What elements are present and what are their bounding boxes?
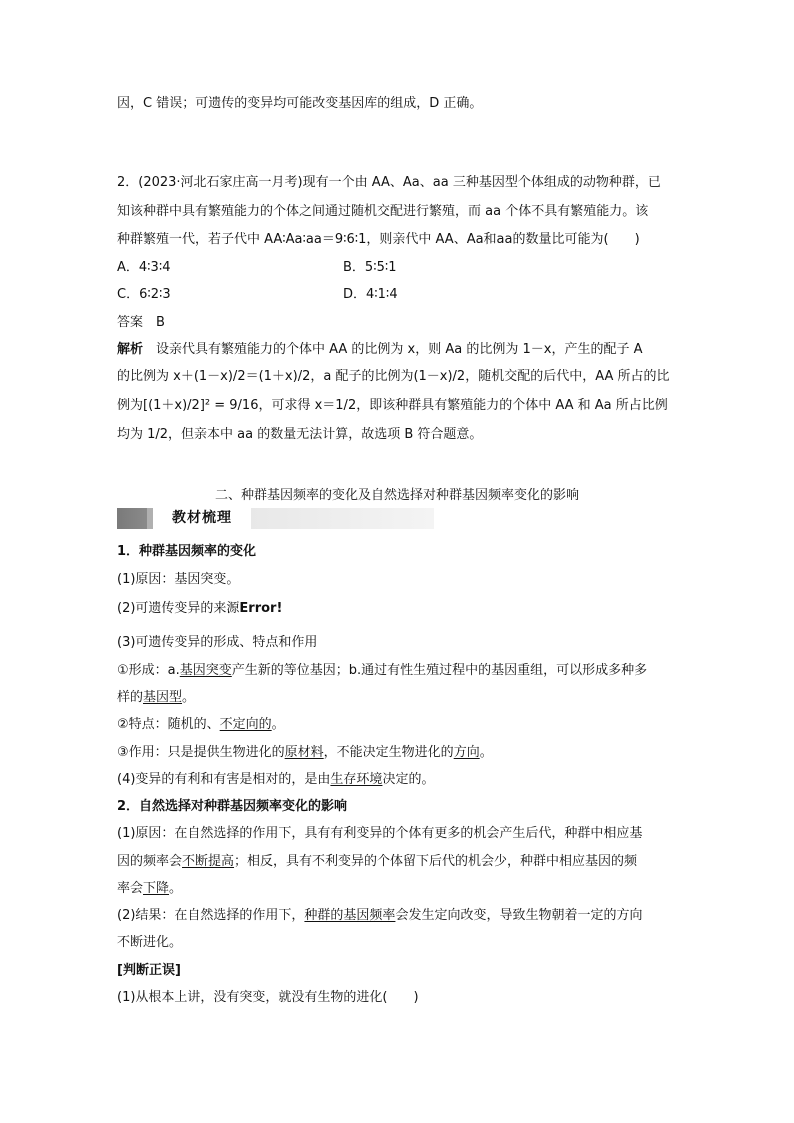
- banner-title: 教材梳理: [153, 508, 251, 529]
- analysis-line-1: [117, 342, 643, 358]
- underlined-term: 种群的基因频率: [304, 908, 396, 923]
- text-segment: 样的: [117, 690, 144, 705]
- previous-answer-line: 因，C 错误；可遗传的变异均可能改变基因库的组成，D 正确。: [117, 96, 483, 111]
- underlined-term: 不定向的: [219, 717, 272, 732]
- point-2-5: 不断进化。: [117, 935, 183, 950]
- question-2-stem-line-1: 2．(2023·河北石家庄高一月考)现有一个由 AA、Aa、aa 三种基因型个体组成的动物种群，已: [117, 175, 661, 190]
- point-2-1: (1)原因：在自然选择的作用下，具有有利变异的个体有更多的机会产生后代，种群中相应基: [117, 826, 643, 841]
- text-segment: 产生新的等位基因；b.通过有性生殖过程中的基因重组，可以形成多种多: [231, 663, 648, 678]
- point-1-2-text: (2)可遗传变异的来源: [117, 601, 240, 616]
- point-1-5: [117, 690, 195, 706]
- underlined-term: 基因突变: [179, 663, 232, 678]
- text-segment: (4)变异的有利和有害是相对的，是由: [117, 772, 331, 787]
- text-segment: 。: [182, 690, 196, 705]
- answer-value: B: [156, 315, 165, 330]
- underlined-term: 方向: [453, 745, 480, 760]
- text-segment: 决定的。: [382, 772, 435, 787]
- option-c: C．6∶2∶3: [117, 287, 171, 302]
- option-a: A．4∶3∶4: [117, 260, 171, 275]
- judge-item-1: (1)从根本上讲，没有突变，就没有生物的进化( ): [117, 990, 419, 1005]
- judge-title: [判断正误]: [117, 963, 181, 978]
- point-1-1: (1)原因：基因突变。: [117, 572, 240, 587]
- section-heading: 二、种群基因频率的变化及自然选择对种群基因频率变化的影响: [214, 488, 579, 503]
- text-segment: ②特点：随机的、: [117, 717, 220, 732]
- analysis-line-3: 例为[(1＋x)/2]² = 9/16，可求得 x＝1/2，即该种群具有繁殖能力的个体中 AA 和 Aa 所占比例: [117, 398, 668, 413]
- text-segment: 。: [169, 881, 183, 896]
- text-segment: 因的频率会: [117, 854, 183, 869]
- text-segment: ；相反，具有不利变异的个体留下后代的机会少，种群中相应基因的频: [234, 854, 638, 869]
- analysis-line-2: 的比例为 x＋(1－x)/2＝(1＋x)/2，a 配子的比例为(1－x)/2，随机交配的后代中，AA 所占的比: [117, 369, 670, 384]
- text-segment: ，不能决定生物进化的: [323, 745, 454, 760]
- underlined-term: 不断提高: [182, 854, 235, 869]
- point-1-8: [117, 772, 434, 788]
- analysis-line-4: 均为 1/2，但亲本中 aa 的数量无法计算，故选项 B 符合题意。: [117, 427, 483, 442]
- text-segment: 率会: [117, 881, 144, 896]
- point-2-2: [117, 854, 637, 870]
- underlined-term: 原材料: [284, 745, 324, 760]
- point-1-3: (3)可遗传变异的形成、特点和作用: [117, 635, 318, 650]
- underlined-term: 下降: [143, 881, 170, 896]
- point-2-3: [117, 881, 182, 897]
- text-segment: 。: [271, 717, 285, 732]
- answer-line: [117, 315, 165, 331]
- question-2-stem-line-2: 知该种群中具有繁殖能力的个体之间通过随机交配进行繁殖，而 aa 个体不具有繁殖能力。该: [117, 204, 649, 219]
- point-2-title: 2．自然选择对种群基因频率变化的影响: [117, 799, 348, 814]
- question-2-stem-line-3: 种群繁殖一代，若子代中 AA∶Aa∶aa＝9∶6∶1，则亲代中 AA、Aa和aa的数量比可能为( ): [117, 232, 640, 247]
- analysis-label: 解析: [117, 342, 144, 357]
- point-1-4: [117, 663, 647, 679]
- text-segment: (2)结果：在自然选择的作用下，: [117, 908, 305, 923]
- underlined-term: 生存环境: [330, 772, 383, 787]
- option-b: B．5∶5∶1: [343, 260, 397, 275]
- answer-label: 答案: [117, 315, 144, 330]
- underlined-term: 基因型: [143, 690, 183, 705]
- text-segment: ③作用：只是提供生物进化的: [117, 745, 285, 760]
- text-segment: 。: [479, 745, 493, 760]
- text-segment: 会发生定向改变，导致生物朝着一定的方向: [395, 908, 643, 923]
- point-2-4: [117, 908, 642, 924]
- text-segment: ①形成：a.: [117, 663, 180, 678]
- error-field: Error!: [239, 601, 283, 616]
- textbook-review-banner: [117, 508, 434, 529]
- analysis-text-1: 设亲代具有繁殖能力的个体中 AA 的比例为 x，则 Aa 的比例为 1－x，产生的配子 A: [156, 342, 643, 357]
- point-1-6: [117, 717, 285, 733]
- point-1-7: [117, 745, 493, 761]
- point-1-title: 1．种群基因频率的变化: [117, 544, 257, 559]
- point-1-2: [117, 601, 282, 617]
- option-d: D．4∶1∶4: [343, 287, 398, 302]
